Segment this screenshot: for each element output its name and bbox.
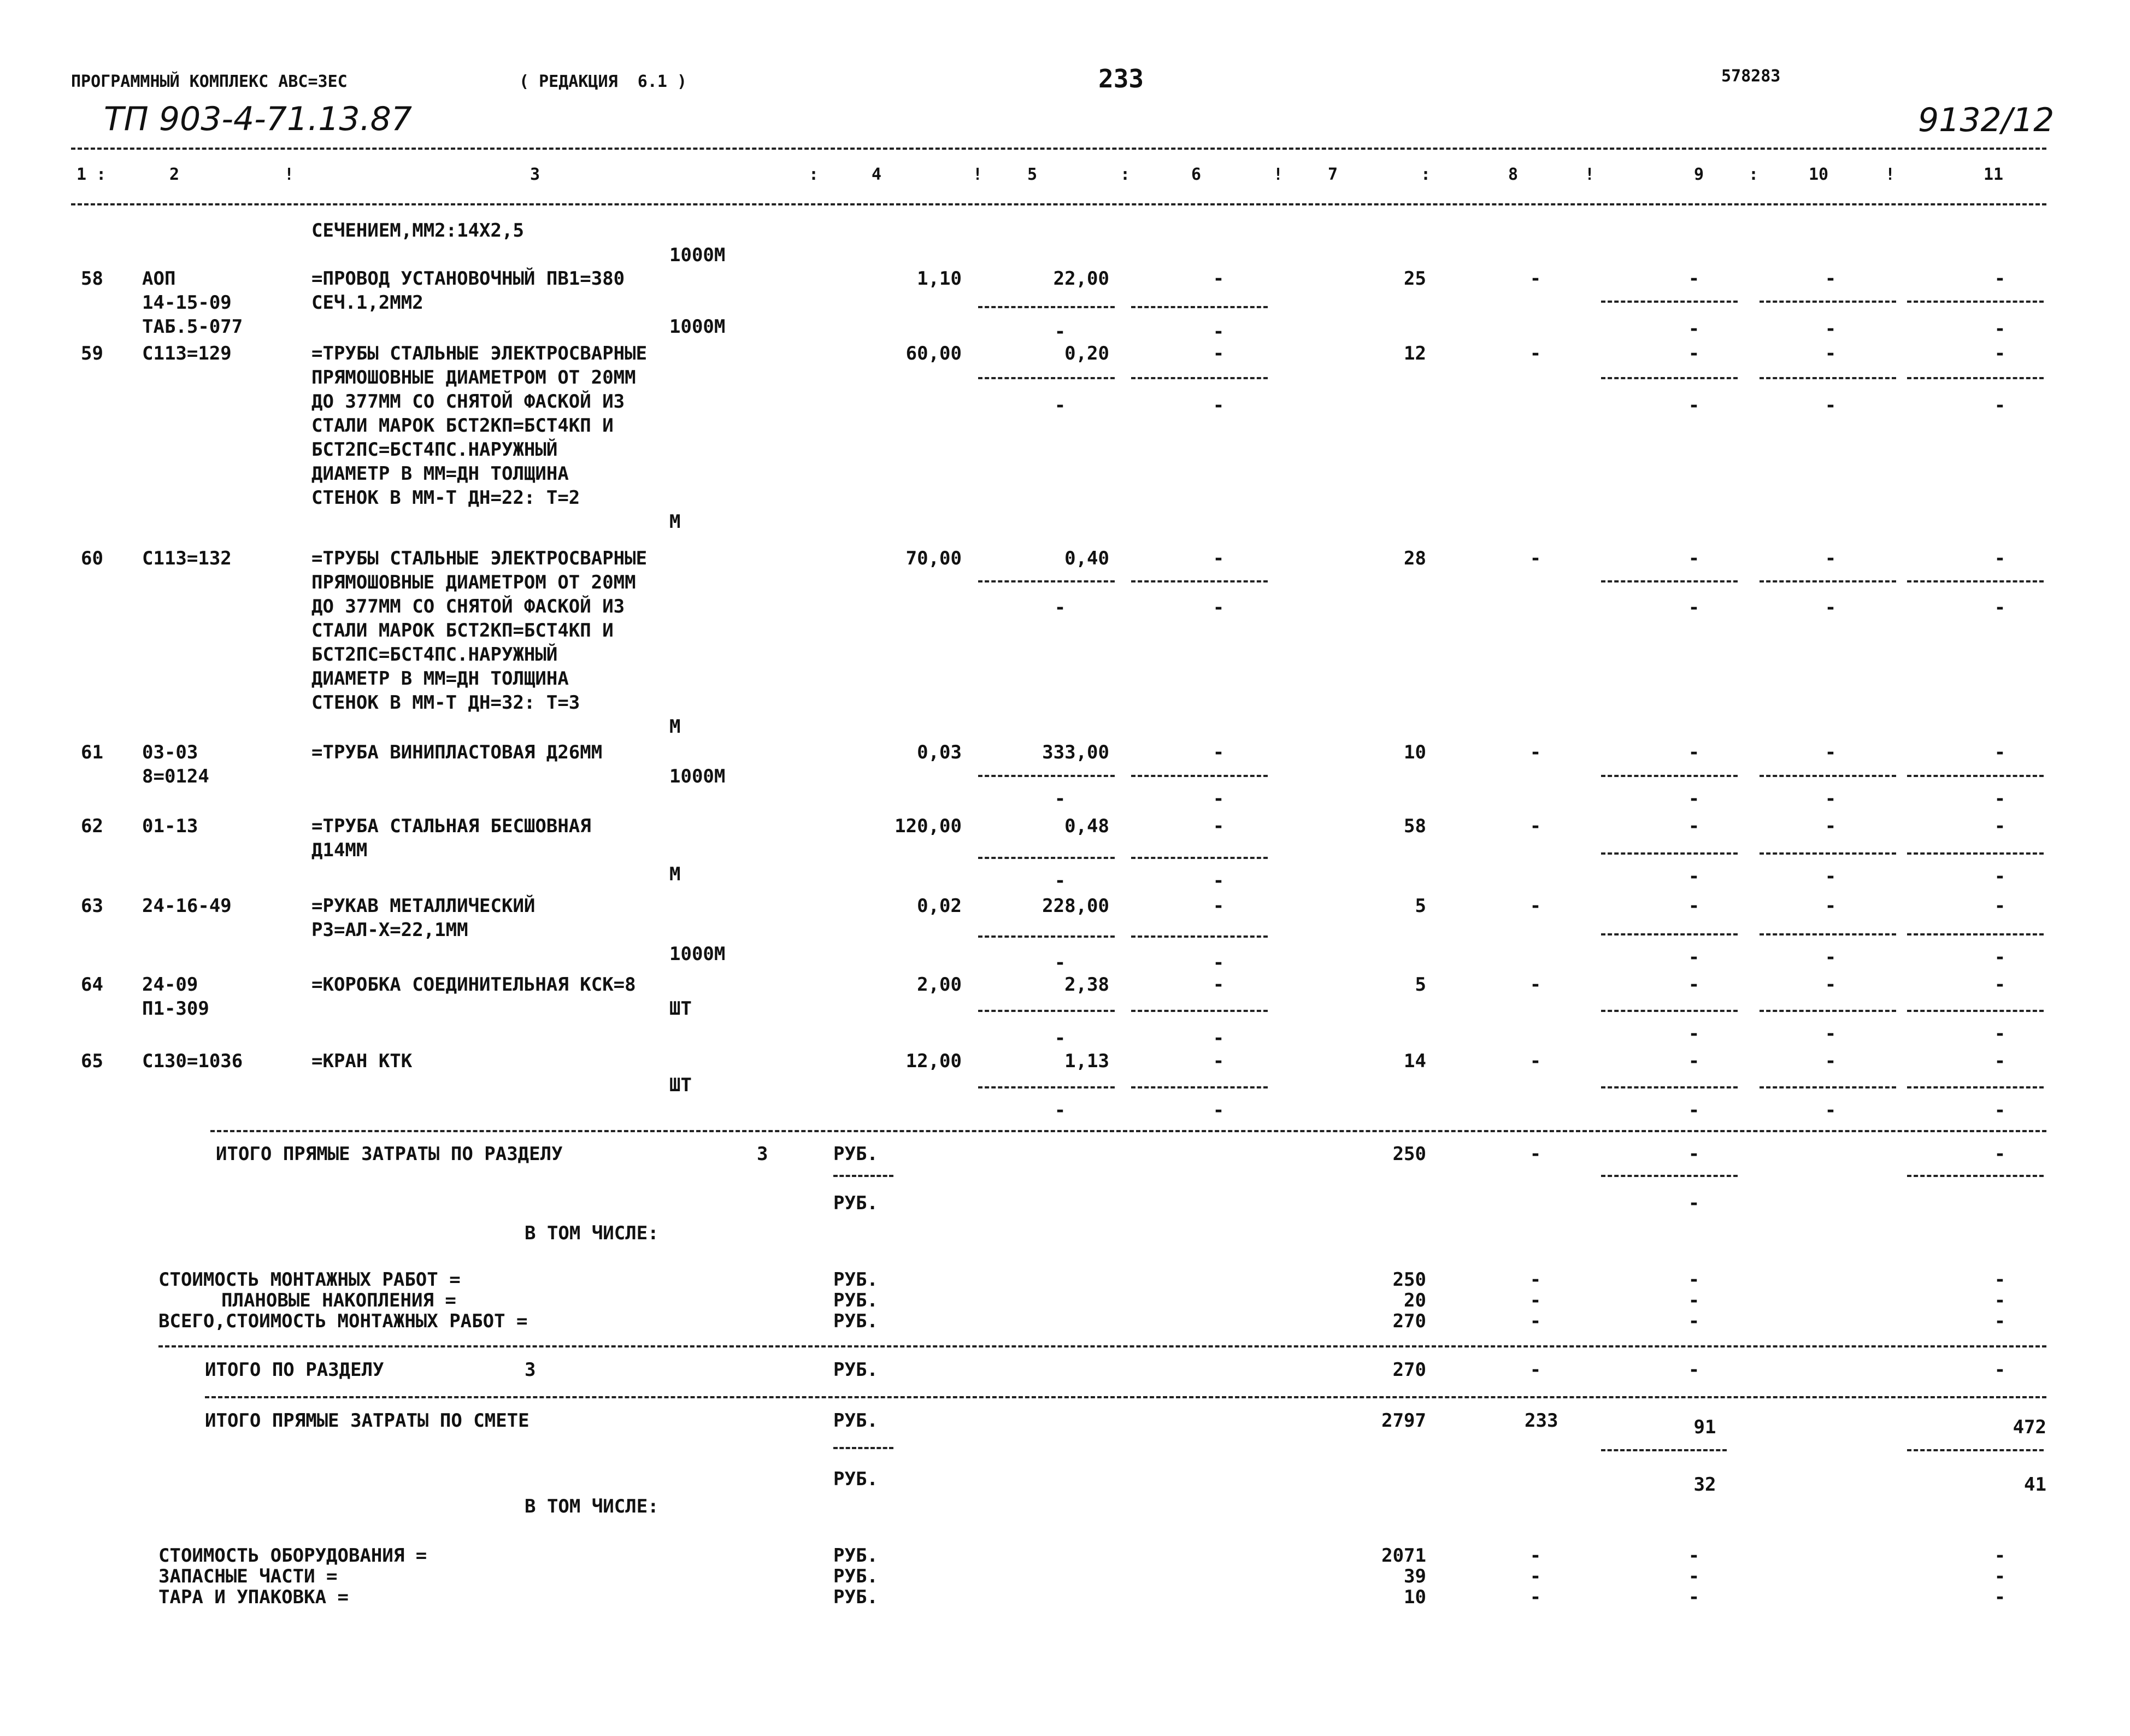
item-number: 59 — [81, 343, 103, 364]
sub-value: - — [1054, 395, 1066, 416]
sub-value: - — [1054, 1027, 1066, 1049]
item-code: П1-309 — [142, 998, 209, 1020]
cell-11: - — [1994, 1359, 2006, 1381]
cell-8: - — [1529, 343, 1541, 364]
item-description: СТАЛИ МАРОК БСТ2КП=БСТ4КП И — [311, 620, 614, 642]
sub-value: - — [1825, 395, 1837, 416]
cell-9: 32 — [1693, 1474, 1716, 1496]
item-code: 01-13 — [142, 815, 198, 837]
separator — [1907, 775, 2044, 777]
sub-value: - — [1213, 321, 1225, 343]
cell-8: - — [1529, 268, 1541, 290]
item-description: СЕЧ.1,2ММ2 — [311, 292, 423, 314]
cell-11: - — [1994, 1566, 2006, 1587]
currency-unit: РУБ. — [833, 1192, 878, 1214]
column-header: : — [1120, 165, 1131, 184]
sub-value: - — [1688, 1099, 1700, 1121]
cell-9: - — [1688, 742, 1700, 763]
cell-9: - — [1688, 343, 1700, 364]
separator — [1131, 306, 1268, 308]
sub-value: - — [1213, 870, 1225, 892]
separator — [1907, 301, 2044, 303]
item-description: =ПРОВОД УСТАНОВОЧНЫЙ ПВ1=380 — [311, 268, 625, 290]
separator — [978, 935, 1115, 938]
edition-label: ( РЕДАКЦИЯ 6.1 ) — [519, 72, 687, 91]
cell-9: - — [1688, 1050, 1700, 1072]
total-cost-cell: 270 — [1392, 1359, 1426, 1381]
cell-10: - — [1825, 895, 1837, 917]
quantity-cell: 12,00 — [905, 1050, 962, 1072]
sub-value: - — [1994, 1099, 2006, 1121]
cell-10: - — [1825, 268, 1837, 290]
total-cost-cell: 250 — [1392, 1143, 1426, 1165]
total-cost-cell: 2071 — [1381, 1545, 1426, 1567]
cell-11: - — [1994, 1050, 2006, 1072]
sub-value: - — [1994, 318, 2006, 340]
column-header: 5 — [1027, 165, 1038, 184]
cell-8: - — [1529, 742, 1541, 763]
item-description: СТЕНОК В ММ-Т ДН=22: Т=2 — [311, 487, 580, 509]
separator — [1601, 1010, 1738, 1012]
separator — [978, 857, 1115, 859]
item-description: ПРЯМОШОВНЫЕ ДИАМЕТРОМ ОТ 20ММ — [311, 367, 636, 389]
separator — [1601, 933, 1738, 935]
cell-11: - — [1994, 343, 2006, 364]
sub-value: - — [1054, 788, 1066, 810]
sub-value: - — [1213, 395, 1225, 416]
total-cost-cell: 14 — [1404, 1050, 1426, 1072]
cell-6: - — [1213, 343, 1225, 364]
sub-value: - — [1688, 318, 1700, 340]
column-header: 6 — [1191, 165, 1202, 184]
including-heading: В ТОМ ЧИСЛЕ: — [525, 1222, 659, 1244]
column-header: 1 : — [77, 165, 107, 184]
cell-10: - — [1825, 742, 1837, 763]
currency-unit: РУБ. — [833, 1586, 878, 1608]
separator — [1131, 935, 1268, 938]
total-cost-cell: 28 — [1404, 548, 1426, 569]
sub-value: - — [1994, 788, 2006, 810]
column-header: ! — [284, 165, 295, 184]
cell-11: - — [1994, 1269, 2006, 1291]
cell-9: - — [1688, 974, 1700, 996]
program-title: ПРОГРАММНЫЙ КОМПЛЕКС АВС=3ЕС — [71, 72, 348, 91]
total-cost-cell: 39 — [1404, 1566, 1426, 1587]
cell-9: - — [1688, 1566, 1700, 1587]
column-header: ! — [1585, 165, 1595, 184]
cell-9: - — [1688, 1310, 1700, 1332]
sub-value: - — [1213, 1099, 1225, 1121]
item-description: =ТРУБА ВИНИПЛАСТОВАЯ Д26ММ — [311, 742, 603, 763]
sub-value: - — [1825, 866, 1837, 887]
cell-8: - — [1529, 548, 1541, 569]
item-description: =ТРУБЫ СТАЛЬНЫЕ ЭЛЕКТРОСВАРНЫЕ — [311, 548, 648, 569]
unit-cell: М — [669, 511, 681, 533]
item-code: 24-09 — [142, 974, 198, 996]
unit-price-cell: 0,48 — [1064, 815, 1109, 837]
total-cost-cell: 20 — [1404, 1290, 1426, 1311]
cell-8: - — [1529, 1050, 1541, 1072]
column-header: ! — [1885, 165, 1896, 184]
separator — [978, 1010, 1115, 1012]
unit-cell: 1000М — [669, 766, 726, 787]
cell-9: - — [1688, 815, 1700, 837]
cell-11: - — [1994, 895, 2006, 917]
item-description: БСТ2ПС=БСТ4ПС.НАРУЖНЫЙ — [311, 439, 558, 461]
column-header: : — [1749, 165, 1759, 184]
total-cost-cell: 250 — [1392, 1269, 1426, 1291]
quantity-cell: 0,02 — [917, 895, 962, 917]
separator — [978, 580, 1115, 582]
unit-price-cell: 0,20 — [1064, 343, 1109, 364]
equipment-label: ЗАПАСНЫЕ ЧАСТИ = — [158, 1566, 338, 1587]
item-code: 03-03 — [142, 742, 198, 763]
separator — [1907, 580, 2044, 582]
column-header: : — [809, 165, 819, 184]
cell-11: - — [1994, 268, 2006, 290]
column-header: ! — [1273, 165, 1284, 184]
sub-value: - — [1825, 318, 1837, 340]
sub-value: - — [1054, 952, 1066, 974]
quantity-cell: 70,00 — [905, 548, 962, 569]
section-rule — [210, 1130, 2046, 1132]
continued-description: СЕЧЕНИЕМ,ММ2:14Х2,5 — [311, 220, 524, 242]
cell-8: - — [1529, 815, 1541, 837]
cell-9: - — [1688, 268, 1700, 290]
currency-unit: РУБ. — [833, 1566, 878, 1587]
separator — [1131, 1010, 1268, 1012]
cell-11: 472 — [2013, 1416, 2046, 1438]
sub-value: - — [1825, 946, 1837, 968]
separator — [1907, 1010, 2044, 1012]
item-description: ДИАМЕТР В ММ=ДН ТОЛЩИНА — [311, 463, 569, 485]
separator — [1131, 775, 1268, 777]
item-number: 62 — [81, 815, 103, 837]
separator — [1601, 377, 1738, 379]
cell-10: - — [1825, 1050, 1837, 1072]
cell-9: - — [1688, 548, 1700, 569]
header-bottom-rule — [71, 203, 2046, 205]
unit-price-cell: 22,00 — [1053, 268, 1109, 290]
item-code: ТАБ.5-077 — [142, 316, 243, 338]
quantity-cell: 120,00 — [895, 815, 962, 837]
cell-6: - — [1213, 268, 1225, 290]
unit-price-cell: 1,13 — [1064, 1050, 1109, 1072]
total-cost-cell: 12 — [1404, 343, 1426, 364]
separator — [1601, 852, 1738, 855]
item-code: С113=132 — [142, 548, 232, 569]
cell-9: - — [1688, 1143, 1700, 1165]
item-number: 65 — [81, 1050, 103, 1072]
item-description: =РУКАВ МЕТАЛЛИЧЕСКИЙ — [311, 895, 536, 917]
item-code: 24-16-49 — [142, 895, 232, 917]
cell-9: - — [1688, 1359, 1700, 1381]
sub-value: - — [1688, 866, 1700, 887]
cell-8: - — [1529, 1359, 1541, 1381]
sub-value: - — [1213, 597, 1225, 619]
cell-8: 233 — [1525, 1410, 1558, 1432]
cell-10: - — [1825, 974, 1837, 996]
cell-8: - — [1529, 895, 1541, 917]
item-description: =ТРУБА СТАЛЬНАЯ БЕСШОВНАЯ — [311, 815, 591, 837]
item-description: ПРЯМОШОВНЫЕ ДИАМЕТРОМ ОТ 20ММ — [311, 572, 636, 593]
cell-11: 41 — [2024, 1474, 2046, 1496]
column-header: 2 — [169, 165, 180, 184]
item-description: СТЕНОК В ММ-Т ДН=32: Т=3 — [311, 692, 580, 714]
total-cost-cell: 2797 — [1381, 1410, 1426, 1432]
cell-10: - — [1825, 548, 1837, 569]
unit-cell: 1000М — [669, 244, 726, 266]
column-header: 8 — [1508, 165, 1519, 184]
item-description: БСТ2ПС=БСТ4ПС.НАРУЖНЫЙ — [311, 644, 558, 666]
quantity-cell: 60,00 — [905, 343, 962, 364]
item-description: СТАЛИ МАРОК БСТ2КП=БСТ4КП И — [311, 415, 614, 437]
cost-label: СТОИМОСТЬ МОНТАЖНЫХ РАБОТ = — [158, 1269, 461, 1291]
column-header: 3 — [530, 165, 540, 184]
total-cost-cell: 5 — [1415, 974, 1426, 996]
separator — [1601, 1086, 1738, 1088]
separator — [978, 306, 1115, 308]
cell-8: - — [1529, 1310, 1541, 1332]
separator — [1907, 1449, 2044, 1451]
cell-6: - — [1213, 974, 1225, 996]
quantity-cell: 0,03 — [917, 742, 962, 763]
item-number: 58 — [81, 268, 103, 290]
total-cost-cell: 10 — [1404, 1586, 1426, 1608]
separator — [1907, 377, 2044, 379]
separator — [1131, 1086, 1268, 1088]
cell-6: - — [1213, 548, 1225, 569]
sub-value: - — [1825, 597, 1837, 619]
sub-value: - — [1825, 1023, 1837, 1045]
currency-unit: РУБ. — [833, 1359, 878, 1381]
separator — [833, 1175, 893, 1177]
sub-value: - — [1688, 1023, 1700, 1045]
unit-cell: 1000М — [669, 316, 726, 338]
item-description: ДИАМЕТР В ММ=ДН ТОЛЩИНА — [311, 668, 569, 690]
separator — [1907, 852, 2044, 855]
separator — [1601, 1449, 1727, 1451]
cost-label: ПЛАНОВЫЕ НАКОПЛЕНИЯ = — [221, 1290, 456, 1311]
document-code: 578283 — [1721, 67, 1781, 86]
cell-11: - — [1994, 742, 2006, 763]
project-reference: ТП 903-4-71.13.87 — [104, 100, 413, 138]
cell-8: - — [1529, 1269, 1541, 1291]
unit-cell: ШТ — [669, 998, 692, 1020]
cell-6: - — [1213, 895, 1225, 917]
item-description: Р3=АЛ-Х=22,1ММ — [311, 919, 468, 941]
sheet-reference: 9132/12 — [1918, 101, 2055, 139]
cell-11: - — [1994, 1143, 2006, 1165]
column-header: 4 — [872, 165, 882, 184]
item-description: ДО 377ММ СО СНЯТОЙ ФАСКОЙ ИЗ — [311, 391, 625, 413]
page-number: 233 — [1098, 64, 1144, 93]
currency-unit: РУБ. — [833, 1310, 878, 1332]
sub-value: - — [1994, 866, 2006, 887]
sub-value: - — [1054, 870, 1066, 892]
item-description: =КОРОБКА СОЕДИНИТЕЛЬНАЯ КСК=8 — [311, 974, 636, 996]
item-number: 61 — [81, 742, 103, 763]
cell-11: - — [1994, 1290, 2006, 1311]
currency-unit: РУБ. — [833, 1290, 878, 1311]
cell-8: - — [1529, 1566, 1541, 1587]
sub-value: - — [1825, 788, 1837, 810]
separator — [1760, 1086, 1896, 1088]
cell-6: - — [1213, 815, 1225, 837]
separator — [1907, 1175, 2044, 1177]
column-header: ! — [973, 165, 983, 184]
item-number: 64 — [81, 974, 103, 996]
cost-label: ВСЕГО,СТОИМОСТЬ МОНТАЖНЫХ РАБОТ = — [158, 1310, 528, 1332]
item-description: =КРАН КТК — [311, 1050, 413, 1072]
equipment-label: СТОИМОСТЬ ОБОРУДОВАНИЯ = — [158, 1545, 427, 1567]
total-cost-cell: 10 — [1404, 742, 1426, 763]
cell-8: - — [1529, 974, 1541, 996]
separator — [1760, 1010, 1896, 1012]
separator — [1601, 301, 1738, 303]
separator — [833, 1447, 893, 1449]
including-heading: В ТОМ ЧИСЛЕ: — [525, 1496, 659, 1517]
currency-unit: РУБ. — [833, 1269, 878, 1291]
column-header: 7 — [1328, 165, 1338, 184]
quantity-cell: 2,00 — [917, 974, 962, 996]
sub-value: - — [1994, 597, 2006, 619]
cell-11: - — [1994, 1545, 2006, 1567]
separator — [1760, 301, 1896, 303]
separator — [1760, 580, 1896, 582]
cell-6: - — [1213, 1050, 1225, 1072]
sub-value: - — [1825, 1099, 1837, 1121]
cell-10: - — [1825, 815, 1837, 837]
section-rule — [205, 1396, 2046, 1398]
cell-11: - — [1994, 974, 2006, 996]
cell-9: - — [1688, 895, 1700, 917]
section-rule — [158, 1345, 2046, 1347]
unit-price-cell: 0,40 — [1064, 548, 1109, 569]
equipment-label: ТАРА И УПАКОВКА = — [158, 1586, 349, 1608]
unit-cell: ШТ — [669, 1074, 692, 1096]
unit-cell: М — [669, 716, 681, 738]
cell-9: - — [1688, 1269, 1700, 1291]
sub-value: - — [1994, 395, 2006, 416]
cell-9: - — [1688, 1192, 1700, 1214]
currency-unit: РУБ. — [833, 1468, 878, 1490]
sub-value: - — [1213, 1027, 1225, 1049]
column-header: 10 — [1809, 165, 1829, 184]
separator — [978, 775, 1115, 777]
separator — [1601, 580, 1738, 582]
item-code: 14-15-09 — [142, 292, 232, 314]
item-description: Д14ММ — [311, 839, 368, 861]
column-header: : — [1421, 165, 1431, 184]
total-cost-cell: 58 — [1404, 815, 1426, 837]
sub-value: - — [1688, 395, 1700, 416]
sub-value: - — [1688, 597, 1700, 619]
separator — [1907, 1086, 2044, 1088]
cell-9: - — [1688, 1545, 1700, 1567]
item-number: 60 — [81, 548, 103, 569]
column-header: 11 — [1984, 165, 2004, 184]
sub-value: - — [1054, 597, 1066, 619]
cell-8: - — [1529, 1290, 1541, 1311]
cell-11: - — [1994, 1310, 2006, 1332]
column-header: 9 — [1694, 165, 1704, 184]
unit-price-cell: 2,38 — [1064, 974, 1109, 996]
quantity-cell: 1,10 — [917, 268, 962, 290]
sub-value: - — [1688, 788, 1700, 810]
currency-unit: РУБ. — [833, 1545, 878, 1567]
section-number: 3 — [525, 1359, 536, 1381]
sub-value: - — [1213, 952, 1225, 974]
separator — [1760, 775, 1896, 777]
unit-cell: М — [669, 863, 681, 885]
item-code: С130=1036 — [142, 1050, 243, 1072]
cell-9: 91 — [1693, 1416, 1716, 1438]
cell-11: - — [1994, 1586, 2006, 1608]
cell-11: - — [1994, 815, 2006, 837]
separator — [1131, 580, 1268, 582]
estimate-total-label: ИТОГО ПРЯМЫЕ ЗАТРАТЫ ПО СМЕТЕ — [205, 1410, 529, 1432]
sub-value: - — [1213, 788, 1225, 810]
separator — [1131, 857, 1268, 859]
total-cost-cell: 25 — [1404, 268, 1426, 290]
item-code: 8=0124 — [142, 766, 209, 787]
sub-value: - — [1054, 321, 1066, 343]
cell-8: - — [1529, 1143, 1541, 1165]
cell-9: - — [1688, 1290, 1700, 1311]
item-description: =ТРУБЫ СТАЛЬНЫЕ ЭЛЕКТРОСВАРНЫЕ — [311, 343, 648, 364]
item-code: С113=129 — [142, 343, 232, 364]
separator — [1131, 377, 1268, 379]
separator — [1760, 377, 1896, 379]
sub-value: - — [1688, 946, 1700, 968]
section-number: 3 — [757, 1143, 768, 1165]
section-sum-label: ИТОГО ПО РАЗДЕЛУ — [205, 1359, 384, 1381]
header-top-rule — [71, 148, 2046, 150]
cell-11: - — [1994, 548, 2006, 569]
cell-10: - — [1825, 343, 1837, 364]
cell-6: - — [1213, 742, 1225, 763]
sub-value: - — [1994, 1023, 2006, 1045]
separator — [1601, 1175, 1738, 1177]
total-cost-cell: 5 — [1415, 895, 1426, 917]
separator — [978, 1086, 1115, 1088]
unit-price-cell: 228,00 — [1042, 895, 1109, 917]
item-description: ДО 377ММ СО СНЯТОЙ ФАСКОЙ ИЗ — [311, 596, 625, 617]
unit-price-cell: 333,00 — [1042, 742, 1109, 763]
separator — [1760, 852, 1896, 855]
cell-8: - — [1529, 1545, 1541, 1567]
item-number: 63 — [81, 895, 103, 917]
cell-9: - — [1688, 1586, 1700, 1608]
currency-unit: РУБ. — [833, 1410, 878, 1432]
separator — [1760, 933, 1896, 935]
separator — [1601, 775, 1738, 777]
total-cost-cell: 270 — [1392, 1310, 1426, 1332]
cell-8: - — [1529, 1586, 1541, 1608]
separator — [978, 377, 1115, 379]
sub-value: - — [1994, 946, 2006, 968]
separator — [1907, 933, 2044, 935]
currency-unit: РУБ. — [833, 1143, 878, 1165]
item-code: АОП — [142, 268, 176, 290]
section-total-label: ИТОГО ПРЯМЫЕ ЗАТРАТЫ ПО РАЗДЕЛУ — [216, 1143, 563, 1165]
sub-value: - — [1054, 1099, 1066, 1121]
unit-cell: 1000М — [669, 943, 726, 965]
